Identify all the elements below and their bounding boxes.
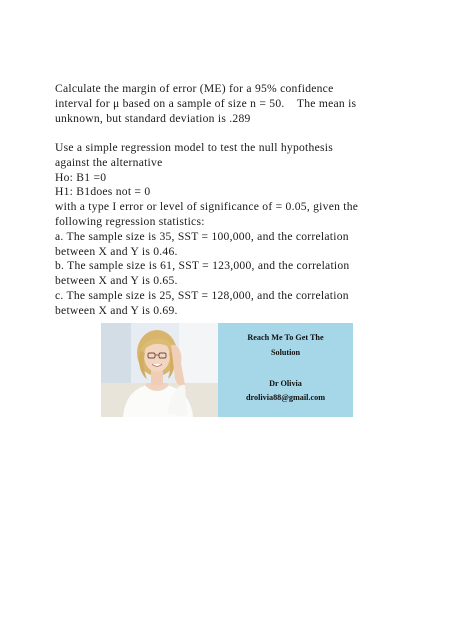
question-2-paragraph xyxy=(55,141,400,319)
woman-portrait-image xyxy=(101,323,218,417)
part-c-line: c. The sample size is 25, SST = 128,000, and the correlation xyxy=(55,288,349,302)
question-1-paragraph xyxy=(55,82,400,126)
contact-subheadline: Solution xyxy=(270,348,301,357)
question-1-line: unknown, but standard deviation is .289 xyxy=(55,111,251,125)
question-1-line: Calculate the margin of error (ME) for a 95% confidence xyxy=(55,82,334,95)
question-2-line: following regression statistics: xyxy=(55,214,205,228)
null-hypothesis: Ho: B1 =0 xyxy=(55,170,107,184)
part-a-line: a. The sample size is 35, SST = 100,000, and the correlation xyxy=(55,229,349,243)
contact-email: drolivia88@gmail.com xyxy=(245,393,326,402)
question-1-line: interval for μ based on a sample of size n = 50. The mean is xyxy=(55,96,357,110)
contact-banner xyxy=(101,323,353,417)
contact-card xyxy=(218,323,353,417)
part-c-line: between X and Y is 0.69. xyxy=(55,303,178,317)
part-a-line: between X and Y is 0.46. xyxy=(55,244,178,258)
question-2-line: with a type I error or level of significance of = 0.05, given the xyxy=(55,200,359,214)
tutor-photo xyxy=(101,323,218,417)
alternative-hypothesis: H1: B1does not = 0 xyxy=(55,185,151,199)
part-b-line: between X and Y is 0.65. xyxy=(55,274,178,288)
question-2-line: Use a simple regression model to test the null hypothesis xyxy=(55,141,333,154)
part-b-line: b. The sample size is 61, SST = 123,000, and the correlation xyxy=(55,259,350,273)
contact-headline: Reach Me To Get The xyxy=(247,333,324,342)
question-2-line: against the alternative xyxy=(55,155,163,169)
contact-name: Dr Olivia xyxy=(269,379,302,388)
